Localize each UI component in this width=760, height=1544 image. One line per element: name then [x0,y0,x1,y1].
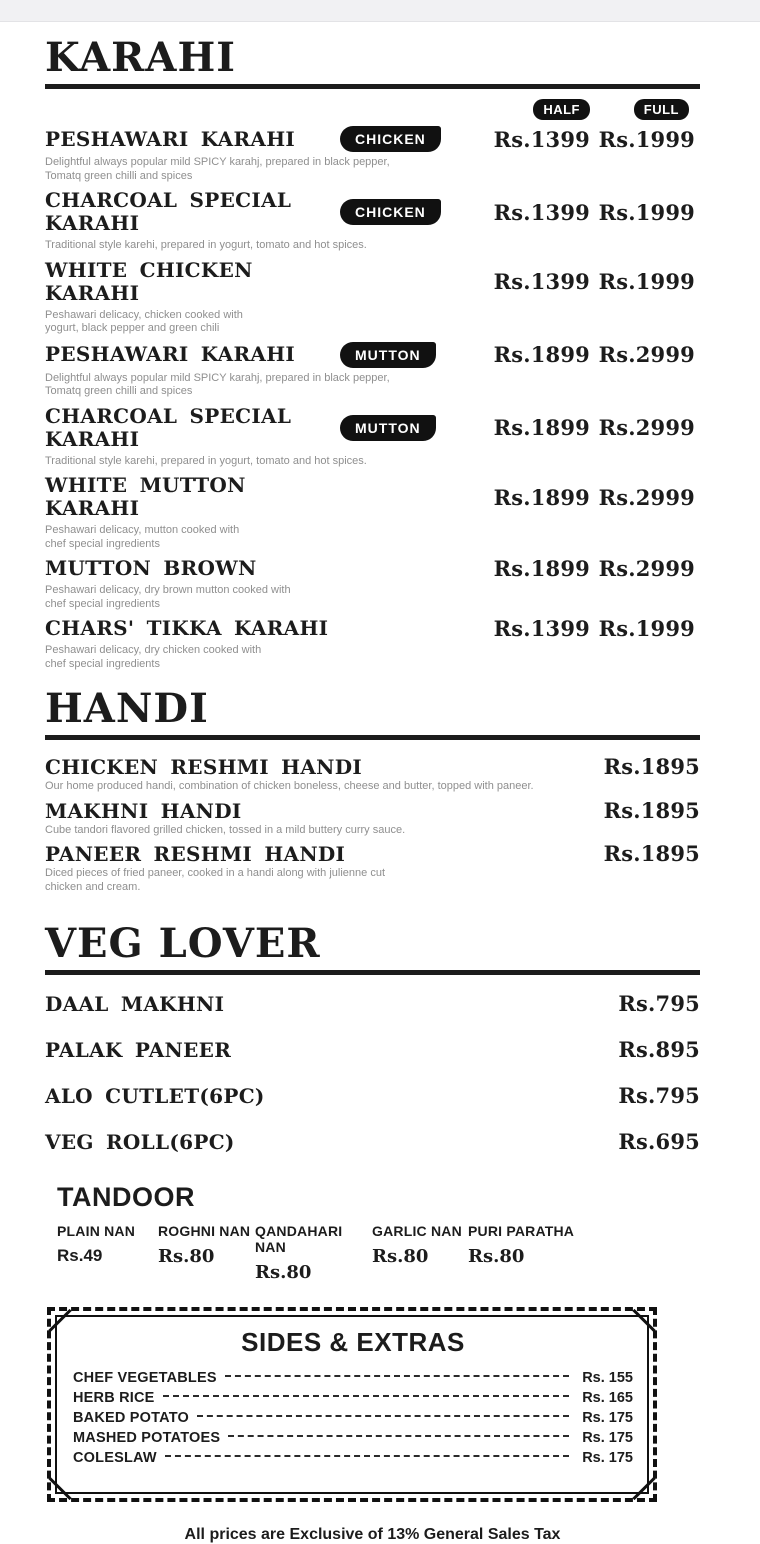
list-item [73,1390,633,1406]
item-name: CHARS' TIKKA KARAHI [45,616,329,640]
half-price: Rs.1399 [493,126,590,152]
item-price: Rs. 175 [582,1450,633,1466]
item-name: PESHAWARI KARAHI [45,342,296,366]
mutton-tag-badge: MUTTON [340,415,436,441]
item-name: PURI PARATHA [468,1223,575,1239]
full-price: Rs.1999 [598,126,695,152]
item-name: QANDAHARI NAN [255,1223,343,1255]
item-description: Our home produced handi, combination of chicken boneless, cheese and butter, topped with paneer. [45,780,534,792]
menu-item [45,342,700,399]
menu-item [45,617,700,671]
item-price: Rs.1895 [603,797,700,823]
item-price: Rs.895 [618,1037,700,1062]
tandoor-item [57,1223,158,1283]
dotted-leader [225,1375,569,1377]
menu-item [45,756,700,794]
item-price: Rs.80 [468,1246,525,1267]
veg-lover-title-rule [45,970,700,975]
item-name: MAKHNI HANDI [45,798,242,823]
item-name: ALO CUTLET(6PC) [45,1084,265,1108]
menu-item [45,405,700,469]
full-column-badge: FULL [634,99,689,120]
list-item [73,1370,633,1386]
half-price: Rs.1399 [493,199,590,225]
item-price: Rs. 155 [582,1370,633,1386]
item-name: WHITE MUTTON KARAHI [45,473,246,520]
item-price: Rs.795 [618,1083,700,1108]
item-description: Cube tandori flavored grilled chicken, tossed in a mild buttery curry sauce. [45,823,406,836]
item-name: COLESLAW [73,1450,157,1466]
menu-item [45,189,700,253]
tandoor-title: TANDOOR [57,1182,195,1212]
full-price: Rs.2999 [598,484,695,510]
item-price: Rs. 175 [582,1430,633,1446]
dotted-leader [163,1395,569,1397]
menu-item [45,126,700,183]
menu-item [45,474,700,551]
sides-extras-box [55,1315,649,1494]
full-price: Rs.1999 [598,269,695,294]
item-description: Peshawari delicacy, dry brown mutton cooked with chef special ingredients [45,584,291,610]
item-description: Traditional style karehi, prepared in yogurt, tomato and hot spices. [45,239,367,251]
menu-item [45,259,700,336]
item-name: MASHED POTATOES [73,1430,221,1446]
full-price: Rs.1999 [598,616,695,641]
item-name: DAAL MAKHNI [45,992,225,1016]
half-price: Rs.1899 [493,415,590,440]
full-price: Rs.2999 [598,556,695,581]
item-price: Rs.49 [57,1246,103,1265]
item-price: Rs. 165 [582,1390,633,1406]
list-item [73,1410,633,1426]
tandoor-item [255,1223,372,1283]
section-tandoor [57,1182,700,1283]
item-name: MUTTON BROWN [45,556,257,580]
item-price: Rs.1895 [603,754,700,779]
tandoor-item [372,1223,468,1283]
handi-title: HANDI [45,685,209,732]
item-name: CHARCOAL SPECIAL KARAHI [45,188,292,235]
item-price: Rs.80 [372,1246,429,1267]
full-price: Rs.2999 [598,415,695,440]
item-description: Traditional style karehi, prepared in yogurt, tomato and hot spices. [45,454,367,467]
full-price: Rs.2999 [598,342,695,367]
item-name: VEG ROLL(6PC) [45,1130,235,1154]
half-column-badge: HALF [533,99,590,120]
karahi-title-rule [45,84,700,89]
item-description: Delightful always popular mild SPICY karahj, prepared in black pepper, Tomatq green chilli and spices [45,371,390,397]
item-description: Peshawari delicacy, dry chicken cooked with chef special ingredients [45,644,262,670]
half-price: Rs.1899 [493,342,590,367]
item-name: ROGHNI NAN [158,1223,251,1239]
chicken-tag-badge: CHICKEN [340,199,441,225]
menu-item [45,1085,700,1108]
tandoor-item [158,1223,255,1283]
mutton-tag-badge: MUTTON [340,342,436,368]
item-description: Diced pieces of fried paneer, cooked in a handi along with julienne cut chicken and cream. [45,867,386,893]
full-price: Rs.1999 [598,199,695,225]
chicken-tag-badge: CHICKEN [340,126,441,152]
sides-list [73,1370,633,1466]
item-price: Rs.795 [618,991,700,1016]
item-name: PANEER RESHMI HANDI [45,842,346,866]
section-veg-lover [45,920,700,1154]
menu-item [45,1131,700,1154]
menu-item [45,1039,700,1062]
item-description: Peshawari delicacy, chicken cooked with yogurt, black pepper and green chili [45,308,243,334]
item-price: Rs.80 [255,1262,312,1283]
list-item [73,1430,633,1446]
half-price: Rs.1899 [493,556,590,581]
list-item [73,1450,633,1466]
browser-top-strip [0,0,760,22]
tandoor-item [468,1223,574,1283]
item-name: PALAK PANEER [45,1038,232,1062]
price-column-header [45,99,700,120]
item-name: HERB RICE [73,1390,155,1406]
item-name: CHARCOAL SPECIAL KARAHI [45,403,292,451]
half-price: Rs.1399 [493,269,590,294]
karahi-title: KARAHI [45,34,236,81]
menu-content [0,22,760,1544]
item-name: CHICKEN RESHMI HANDI [45,755,363,779]
menu-item [45,993,700,1016]
item-name: BAKED POTATO [73,1410,189,1426]
menu-item [45,797,700,838]
item-name: WHITE CHICKEN KARAHI [45,257,253,305]
item-description: Delightful always popular mild SPICY karahj, prepared in black pepper, Tomatq green chilli and spices [45,156,390,182]
tandoor-columns [57,1223,700,1283]
section-karahi [45,34,700,671]
menu-item [45,557,700,611]
dotted-leader [228,1435,569,1437]
section-sides-extras [47,1307,657,1502]
item-price: Rs.1895 [603,841,700,866]
item-price: Rs. 175 [582,1410,633,1426]
item-name: PLAIN NAN [57,1223,136,1239]
item-price: Rs.695 [618,1129,700,1154]
dotted-leader [197,1415,569,1417]
item-name: CHEF VEGETABLES [73,1370,217,1386]
dotted-leader [165,1455,569,1457]
tax-note: All prices are Exclusive of 13% General Sales Tax [184,1526,561,1543]
half-price: Rs.1899 [493,484,590,510]
half-price: Rs.1399 [493,616,590,641]
item-name: PESHAWARI KARAHI [45,126,296,151]
sides-extras-title: SIDES & EXTRAS [241,1327,465,1357]
item-name: GARLIC NAN [372,1223,462,1239]
menu-item [45,843,700,894]
handi-title-rule [45,735,700,740]
veg-lover-title: VEG LOVER [45,920,321,967]
item-description: Peshawari delicacy, mutton cooked with chef special ingredients [45,524,240,550]
section-handi [45,685,700,894]
item-price: Rs.80 [158,1246,215,1267]
